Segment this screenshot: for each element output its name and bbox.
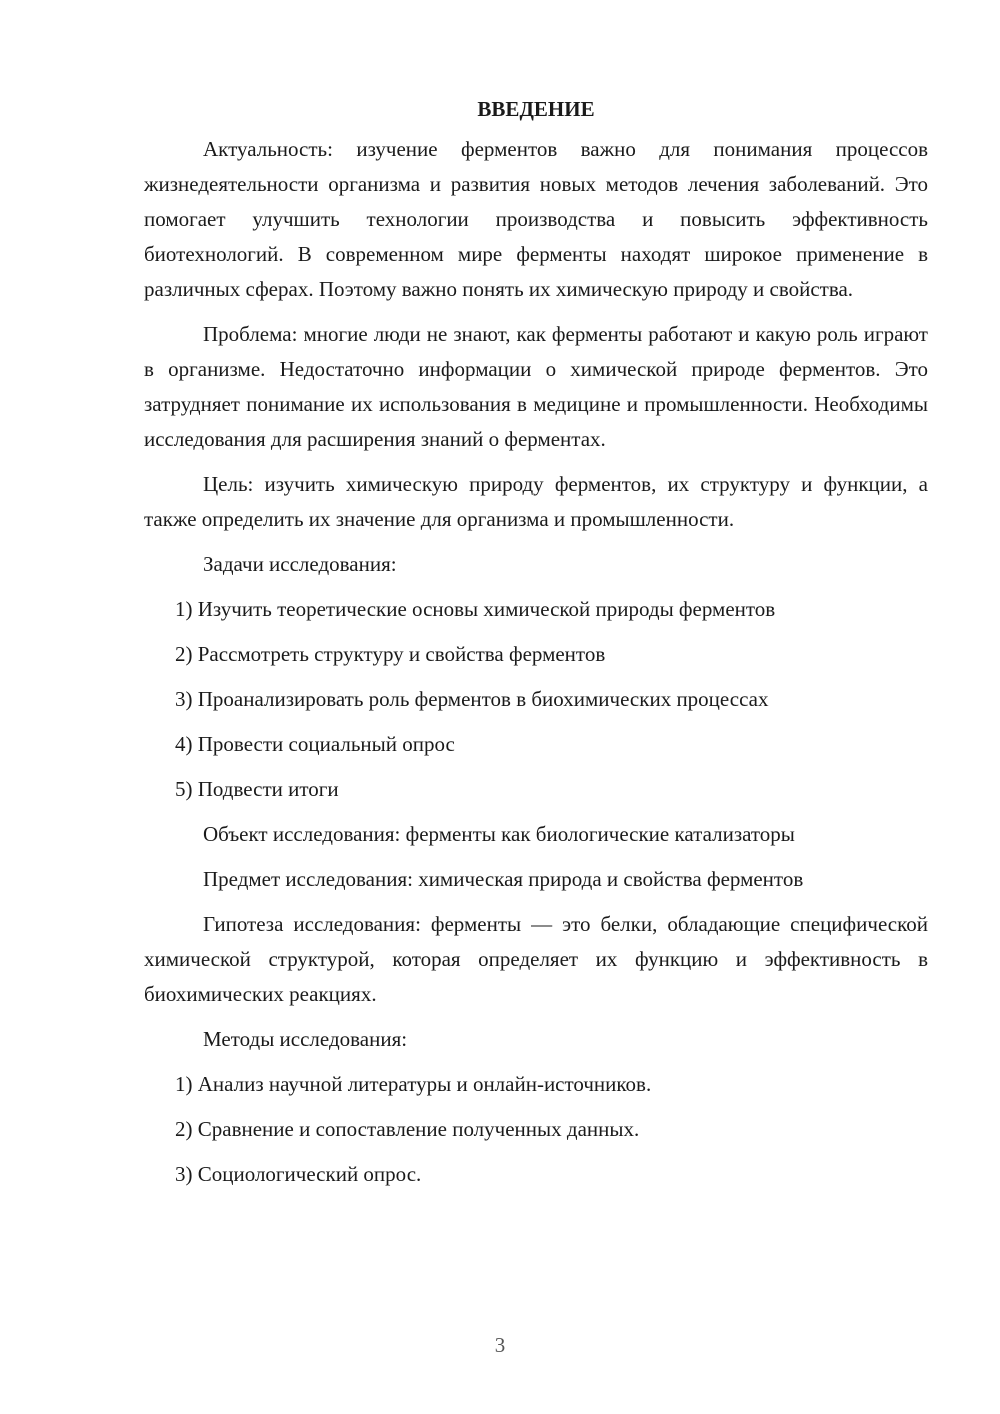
list-item: 5) Подвести итоги bbox=[175, 777, 339, 801]
tasks-heading: Задачи исследования: bbox=[203, 552, 397, 576]
document-page bbox=[144, 92, 928, 1202]
list-item: 4) Провести социальный опрос bbox=[175, 732, 455, 756]
list-item: 2) Рассмотреть структуру и свойства ферментов bbox=[175, 642, 606, 666]
goal-paragraph: Цель: изучить химическую природу ферментов, их структуру и функции, а также определить их значение для организма и промышленности. bbox=[144, 472, 928, 531]
problem-paragraph: Проблема: многие люди не знают, как ферменты работают и какую роль играют в организме. Недостаточно информации о химической природе ферментов. Это затрудняет понимание их использования в медицине и промышленности. Необходимы исследования для расширения знаний о ферментах. bbox=[144, 322, 928, 451]
page-number: 3 bbox=[494, 1333, 506, 1357]
hypothesis-paragraph: Гипотеза исследования: ферменты — это белки, обладающие специфической химической структурой, которая определяет их функцию и эффективность в биохимических реакциях. bbox=[144, 912, 928, 1006]
object-paragraph: Объект исследования: ферменты как биологические катализаторы bbox=[203, 822, 795, 846]
methods-list bbox=[144, 1067, 928, 1192]
list-item: 2) Сравнение и сопоставление полученных данных. bbox=[175, 1117, 640, 1141]
list-item: 1) Анализ научной литературы и онлайн-источников. bbox=[175, 1072, 652, 1096]
list-item: 3) Проанализировать роль ферментов в биохимических процессах bbox=[175, 687, 769, 711]
list-item: 3) Социологический опрос. bbox=[175, 1162, 422, 1186]
methods-heading: Методы исследования: bbox=[203, 1027, 408, 1051]
page-title: ВВЕДЕНИЕ bbox=[477, 97, 595, 121]
subject-paragraph: Предмет исследования: химическая природа и свойства ферментов bbox=[203, 867, 804, 891]
tasks-list bbox=[144, 592, 928, 807]
relevance-paragraph: Актуальность: изучение ферментов важно для понимания процессов жизнедеятельности организма и развития новых методов лечения заболеваний. Это помогает улучшить технологии производства и повысить эффективность биотехнологий. В современном мире ферменты находят широкое применение в различных сферах. Поэтому важно понять их химическую природу и свойства. bbox=[144, 137, 928, 301]
list-item: 1) Изучить теоретические основы химической природы ферментов bbox=[175, 597, 776, 621]
